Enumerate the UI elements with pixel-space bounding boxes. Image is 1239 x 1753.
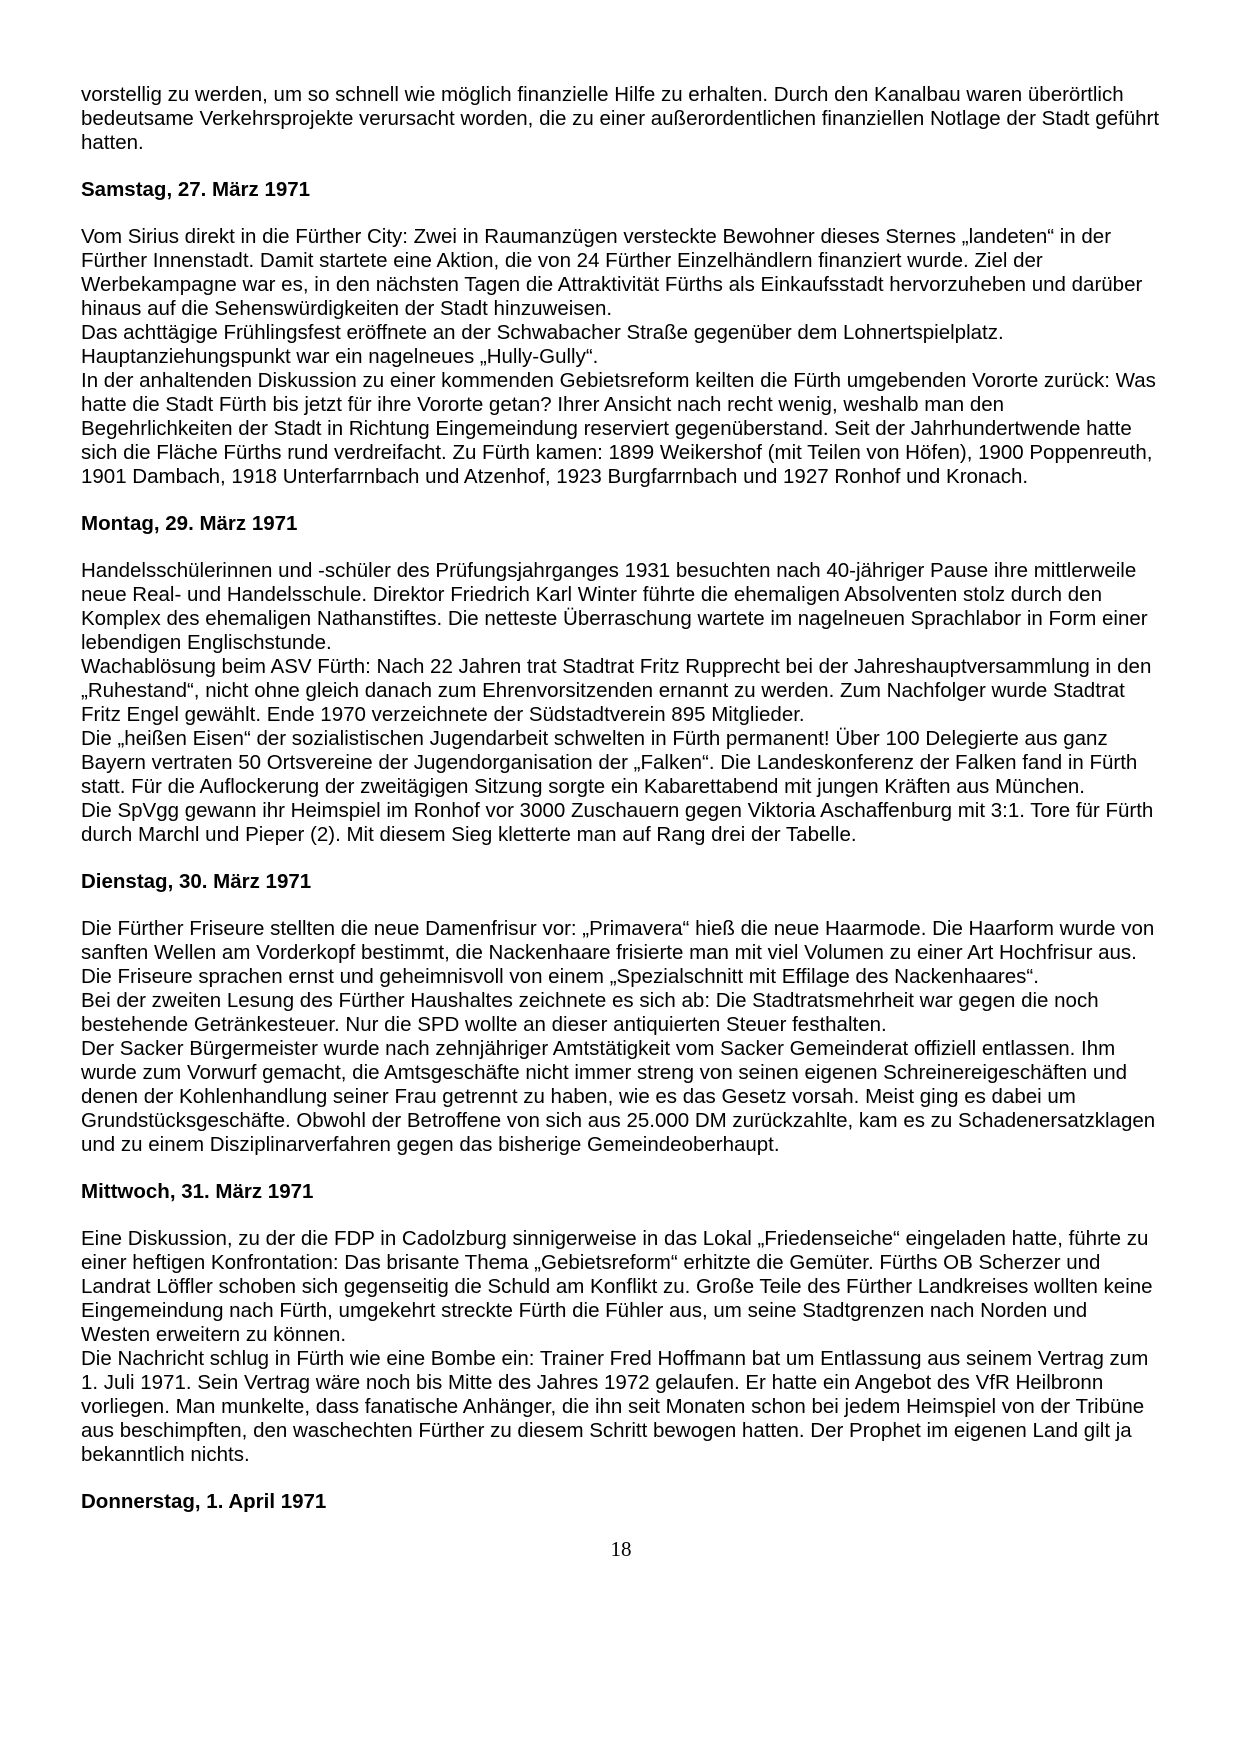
paragraph: Die SpVgg gewann ihr Heimspiel im Ronhof vor 3000 Zuschauern gegen Viktoria Aschaffenburg mit 3:1. Tore für Fürth durch Marchl und Pieper (2). Mit diesem Sieg kletterte man auf Rang drei der Tabelle. — [81, 799, 1154, 846]
section-body-dienstag — [81, 917, 1161, 1157]
section-body-mittwoch — [81, 1227, 1161, 1467]
section-heading-mittwoch-31-maerz-1971: Mittwoch, 31. März 1971 — [81, 1180, 314, 1203]
paragraph-continuation: vorstellig zu werden, um so schnell wie möglich finanzielle Hilfe zu erhalten. Durch den Kanalbau waren überörtlich bedeutsame Verkehrsprojekte verursacht worden, die zu einer außerordentlichen finanziellen Notlage der Stadt geführt hatten. — [81, 83, 1160, 154]
paragraph: Eine Diskussion, zu der die FDP in Cadolzburg sinnigerweise in das Lokal „Friedenseiche“ eingeladen hatte, führte zu einer heftigen Konfrontation: Das brisante Thema „Gebietsreform“ erhitzte die Gemüter. Fürths OB Scherzer und Landrat Löffler schoben sich gegenseitig die Schuld am Konflikt zu. Große Teile des Fürther Landkreises wollten keine Eingemeindung nach Fürth, umgekehrt streckte Fürth die Fühler aus, um seine Stadtgrenzen nach Norden und Westen erweitern zu können. — [81, 1227, 1153, 1346]
paragraph: Die Fürther Friseure stellten die neue Damenfrisur vor: „Primavera“ hieß die neue Haarmode. Die Haarform wurde von sanften Wellen am Vorderkopf bestimmt, die Nackenhaare frisierte man mit viel Volumen zu einer Art Hochfrisur aus. Die Friseure sprachen ernst und geheimnisvoll von einem „Spezialschnitt mit Effilage des Nackenhaares“. — [81, 917, 1155, 988]
paragraph: Die „heißen Eisen“ der sozialistischen Jugendarbeit schwelten in Fürth permanent! Über 100 Delegierte aus ganz Bayern vertraten 50 Ortsvereine der Jugendorganisation der „Falken“. Die Landeskonferenz der Falken fand in Fürth statt. Für die Auflockerung der zweitägigen Sitzung sorgte ein Kabarettabend mit jungen Kräften aus München. — [81, 727, 1138, 798]
section-heading-samstag-27-maerz-1971: Samstag, 27. März 1971 — [81, 178, 311, 201]
section-heading-dienstag-30-maerz-1971: Dienstag, 30. März 1971 — [81, 870, 312, 893]
section-body-samstag — [81, 225, 1161, 489]
paragraph: Vom Sirius direkt in die Fürther City: Zwei in Raumanzügen versteckte Bewohner dieses Sternes „landeten“ in der Fürther Innenstadt. Damit startete eine Aktion, die von 24 Fürther Einzelhändlern finanziert wurde. Ziel der Werbekampagne war es, in den nächsten Tagen die Attraktivität Fürths als Einkaufsstadt hervorzuheben und darüber hinaus auf die Sehenswürdigkeiten der Stadt hinzuweisen. — [81, 225, 1143, 320]
section-body-montag — [81, 559, 1161, 847]
paragraph: Bei der zweiten Lesung des Fürther Haushaltes zeichnete es sich ab: Die Stadtratsmehrheit war gegen die noch bestehende Getränkesteuer. Nur die SPD wollte an dieser antiquierten Steuer festhalten. — [81, 989, 1099, 1036]
paragraph: Handelsschülerinnen und -schüler des Prüfungsjahrganges 1931 besuchten nach 40-jähriger Pause ihre mittlerweile neue Real- und Handelsschule. Direktor Friedrich Karl Winter führte die ehemaligen Absolventen stolz durch den Komplex des ehemaligen Nathanstiftes. Die netteste Überraschung wartete im nagelneuen Sprachlabor in Form einer lebendigen Englischstunde. — [81, 559, 1148, 654]
page-number: 18 — [610, 1537, 632, 1561]
paragraph: Der Sacker Bürgermeister wurde nach zehnjähriger Amtstätigkeit vom Sacker Gemeinderat offiziell entlassen. Ihm wurde zum Vorwurf gemacht, die Amtsgeschäfte nicht immer streng von seinen eigenen Schreinereigeschäften und denen der Kohlenhandlung seiner Frau getrennt zu haben, wie es das Gesetz vorsah. Meist ging es dabei um Grundstücksgeschäfte. Obwohl der Betroffene von sich aus 25.000 DM zurückzahlte, kam es zu Schadenersatzklagen und zu einem Disziplinarverfahren gegen das bisherige Gemeindeoberhaupt. — [81, 1037, 1156, 1156]
paragraph: Wachablösung beim ASV Fürth: Nach 22 Jahren trat Stadtrat Fritz Rupprecht bei der Jahreshauptversammlung in den „Ruhestand“, nicht ohne gleich danach zum Ehrenvorsitzenden ernannt zu werden. Zum Nachfolger wurde Stadtrat Fritz Engel gewählt. Ende 1970 verzeichnete der Südstadtverein 895 Mitglieder. — [81, 655, 1152, 726]
paragraph: Das achttägige Frühlingsfest eröffnete an der Schwabacher Straße gegenüber dem Lohnertspielplatz. Hauptanziehungspunkt war ein nagelneues „Hully-Gully“. — [81, 321, 1004, 368]
section-heading-montag-29-maerz-1971: Montag, 29. März 1971 — [81, 512, 298, 535]
section-heading-donnerstag-1-april-1971: Donnerstag, 1. April 1971 — [81, 1490, 327, 1513]
paragraph: Die Nachricht schlug in Fürth wie eine Bombe ein: Trainer Fred Hoffmann bat um Entlassung aus seinem Vertrag zum 1. Juli 1971. Sein Vertrag wäre noch bis Mitte des Jahres 1972 gelaufen. Er hatte ein Angebot des VfR Heilbronn vorliegen. Man munkelte, dass fanatische Anhänger, die ihn seit Monaten schon bei jedem Heimspiel von der Tribüne aus beschimpften, den waschechten Fürther zu diesem Schritt bewogen hatten. Der Prophet im eigenen Land gilt ja bekanntlich nichts. — [81, 1347, 1149, 1466]
paragraph: In der anhaltenden Diskussion zu einer kommenden Gebietsreform keilten die Fürth umgebenden Vororte zurück: Was hatte die Stadt Fürth bis jetzt für ihre Vororte getan? Ihrer Ansicht nach recht wenig, weshalb man den Begehrlichkeiten der Stadt in Richtung Eingemeindung reserviert gegenüberstand. Seit der Jahrhundertwende hatte sich die Fläche Fürths rund verdreifacht. Zu Fürth kamen: 1899 Weikershof (mit Teilen von Höfen), 1900 Poppenreuth, 1901 Dambach, 1918 Unterfarrnbach und Atzenhof, 1923 Burgfarrnbach und 1927 Ronhof und Kronach. — [81, 369, 1156, 488]
